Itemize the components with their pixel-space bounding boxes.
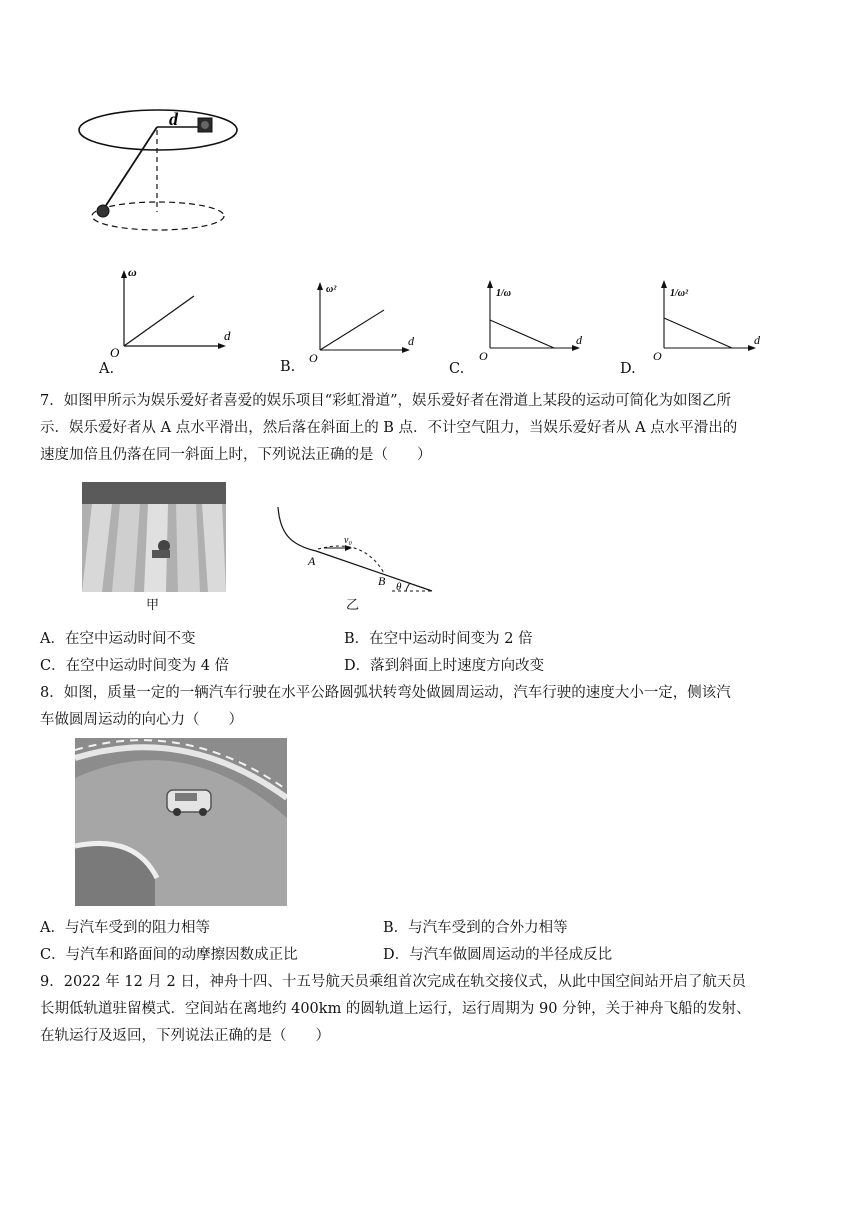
q7-option-a[interactable]: A．在空中运动时间不变 (40, 631, 196, 647)
turntable-figure (70, 100, 250, 240)
v0-label: v₀ (344, 535, 352, 546)
q7-line-3: 速度加倍且仍落在同一斜面上时，下列说法正确的是（ ） (40, 447, 432, 463)
graph-b-origin: O (309, 351, 318, 365)
car-curve-photo (75, 738, 287, 906)
q7-line-2: 示．娱乐爱好者从 A 点水平滑出，然后落在斜面上的 B 点．不计空气阻力，当娱乐爱好者从 A 点水平滑出的 (40, 420, 738, 436)
q8-line-2: 车做圆周运动的向心力（ ） (40, 712, 243, 728)
rainbow-slide-photo (82, 482, 226, 592)
graph-option-a-letter: A. (99, 361, 115, 377)
point-a-label: A (308, 554, 316, 568)
graph-a-y-label: ω (128, 265, 137, 279)
graph-a-x-label: d (224, 328, 231, 343)
q7-line-1: 7．如图甲所示为娱乐爱好者喜爱的娱乐项目“彩虹滑道”，娱乐爱好者在滑道上某段的运动可简化为如图乙所 (40, 393, 732, 409)
graph-c-origin: O (479, 349, 488, 363)
q7-option-c[interactable]: C．在空中运动时间变为 4 倍 (40, 658, 230, 674)
q8-option-b[interactable]: B．与汽车受到的合外力相等 (383, 920, 568, 936)
graph-d (650, 272, 770, 368)
q8-line-1: 8．如图，质量一定的一辆汽车行驶在水平公路圆弧状转弯处做圆周运动，汽车行驶的速度大小一定，侧该汽 (40, 685, 731, 701)
graph-option-b-letter: B. (280, 359, 296, 375)
theta-label: θ (396, 581, 402, 593)
graph-c (476, 272, 596, 368)
q7-option-b[interactable]: B．在空中运动时间变为 2 倍 (344, 631, 533, 647)
figure-yi-caption: 乙 (346, 598, 360, 613)
graph-d-origin: O (653, 349, 662, 363)
q7-option-d[interactable]: D．落到斜面上时速度方向改变 (344, 658, 545, 674)
q8-option-d[interactable]: D．与汽车做圆周运动的半径成反比 (383, 947, 613, 963)
figure-jia-caption: 甲 (146, 598, 160, 613)
graph-d-y-label: 1/ω² (670, 288, 689, 299)
graph-b-y-label: ω² (326, 284, 337, 295)
q9-line-2: 长期低轨道驻留模式．空间站在离地约 400km 的圆轨道上运行，运行周期为 90 分钟，关于神舟飞船的发射、 (40, 1001, 751, 1017)
graph-b-x-label: d (408, 334, 414, 348)
graph-a (108, 262, 238, 362)
graph-c-x-label: d (576, 333, 582, 347)
point-b-label: B (378, 574, 386, 588)
q9-line-3: 在轨运行及返回，下列说法正确的是（ ） (40, 1028, 330, 1044)
graph-d-x-label: d (754, 333, 760, 347)
q8-option-c[interactable]: C．与汽车和路面间的动摩擦因数成正比 (40, 947, 298, 963)
q9-line-1: 9．2022 年 12 月 2 日，神舟十四、十五号航天员乘组首次完成在轨交接仪式，从此中国空间站开启了航天员 (40, 974, 746, 990)
graph-option-c-letter: C. (449, 361, 465, 377)
slope-diagram (268, 505, 438, 600)
graph-a-origin: O (110, 345, 120, 360)
graph-option-d-letter: D. (620, 361, 636, 377)
graph-c-y-label: 1/ω (496, 288, 512, 299)
graph-b (306, 276, 426, 366)
q8-option-a[interactable]: A．与汽车受到的阻力相等 (40, 920, 210, 936)
distance-d-label: d (169, 109, 178, 129)
